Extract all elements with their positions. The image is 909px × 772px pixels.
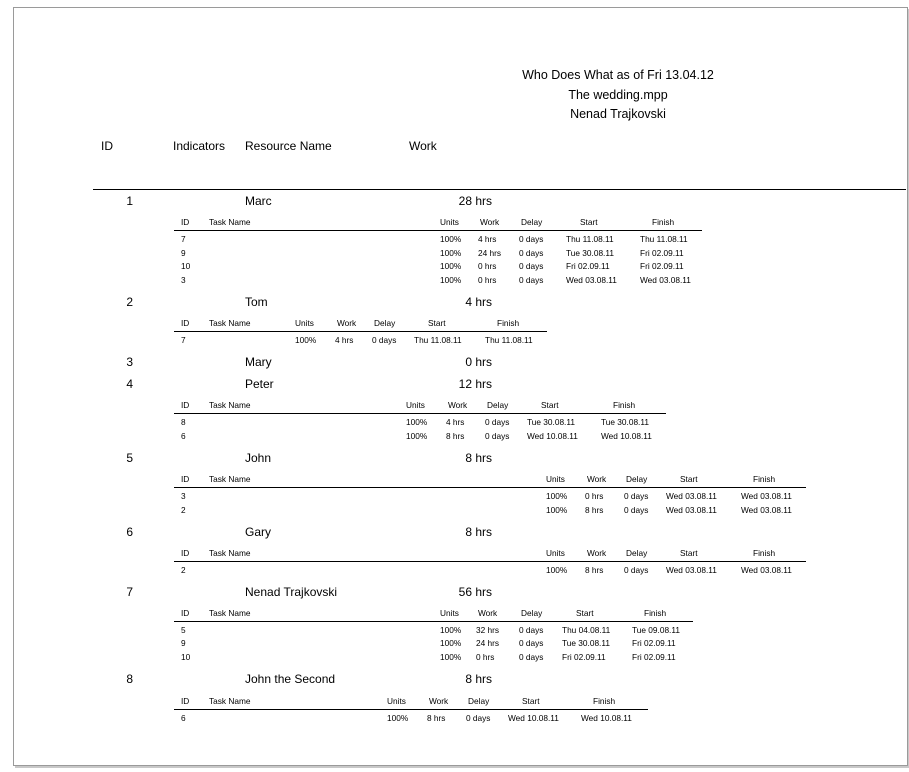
resource-work: 8 hrs [465, 525, 492, 539]
task-delay: 0 days [519, 261, 544, 272]
subheader-delay: Delay [626, 474, 648, 484]
column-work: Work [409, 139, 437, 153]
task-finish: Fri 02.09.11 [632, 638, 676, 649]
subtable-rule [174, 331, 547, 332]
resource-name: Tom [245, 295, 268, 309]
subheader-id: ID [181, 608, 190, 618]
task-units: 100% [406, 431, 428, 441]
task-start: Wed 03.08.11 [666, 491, 717, 501]
task-units: 100% [440, 234, 462, 244]
subheader-delay: Delay [487, 400, 509, 410]
task-start: Tue 30.08.11 [527, 417, 575, 427]
task-id: 9 [181, 247, 186, 258]
subheader-task-name: Task Name [209, 608, 251, 618]
resource-id: 6 [126, 525, 133, 539]
column-id: ID [101, 139, 113, 153]
task-units: 100% [440, 651, 462, 662]
task-delay: 0 days [485, 431, 510, 441]
subheader-delay: Delay [374, 318, 396, 328]
resource-name: John [245, 451, 272, 465]
subheader-units: Units [546, 548, 565, 558]
task-work: 0 hrs [476, 651, 495, 662]
resource-id: 2 [126, 295, 133, 309]
task-start: Fri 02.09.11 [566, 261, 610, 272]
task-id: 5 [181, 625, 186, 635]
task-id: 6 [181, 431, 186, 441]
task-id: 7 [181, 234, 186, 244]
resource-name: Gary [245, 525, 272, 539]
subheader-start: Start [428, 318, 446, 328]
task-delay: 0 days [372, 335, 397, 345]
subheader-start: Start [680, 548, 698, 558]
resource-name: Mary [245, 355, 272, 369]
task-start: Thu 11.08.11 [414, 335, 462, 345]
subheader-id: ID [181, 217, 190, 227]
subheader-units: Units [440, 217, 459, 227]
resource-id: 7 [126, 585, 133, 599]
resource-work: 8 hrs [465, 451, 492, 465]
task-delay: 0 days [624, 565, 649, 575]
subheader-task-name: Task Name [209, 474, 251, 484]
task-delay: 0 days [485, 417, 510, 427]
resource-id: 1 [126, 194, 133, 208]
resource-id: 4 [126, 377, 133, 391]
task-id: 3 [181, 275, 186, 286]
task-work: 32 hrs [476, 625, 500, 635]
report-file: The wedding.mpp [568, 88, 668, 102]
task-finish: Fri 02.09.11 [640, 261, 684, 272]
subheader-work: Work [337, 318, 357, 328]
task-id: 2 [181, 565, 186, 575]
subheader-work: Work [429, 696, 449, 706]
task-id: 7 [181, 335, 186, 345]
subheader-units: Units [387, 696, 406, 706]
task-id: 10 [181, 261, 191, 272]
resource-id: 5 [126, 451, 133, 465]
task-id: 6 [181, 713, 186, 723]
subheader-id: ID [181, 474, 190, 484]
subtable-rule [174, 621, 693, 622]
report-title: Who Does What as of Fri 13.04.12 [522, 68, 714, 82]
task-id: 10 [181, 651, 191, 662]
task-delay: 0 days [624, 504, 649, 515]
task-finish: Fri 02.09.11 [632, 651, 676, 662]
subheader-finish: Finish [652, 217, 675, 227]
header-rule [93, 189, 906, 190]
task-delay: 0 days [624, 491, 649, 501]
task-units: 100% [440, 625, 462, 635]
report-author: Nenad Trajkovski [570, 107, 666, 121]
task-start: Wed 10.08.11 [508, 713, 559, 723]
task-finish: Tue 30.08.11 [601, 417, 649, 427]
task-units: 100% [440, 275, 462, 286]
task-finish: Wed 03.08.11 [741, 504, 792, 515]
subheader-task-name: Task Name [209, 696, 251, 706]
subheader-delay: Delay [468, 696, 490, 706]
subheader-units: Units [546, 474, 565, 484]
resource-id: 8 [126, 672, 133, 686]
subheader-task-name: Task Name [209, 400, 251, 410]
subheader-start: Start [580, 217, 598, 227]
subheader-start: Start [680, 474, 698, 484]
subheader-finish: Finish [644, 608, 667, 618]
subheader-finish: Finish [753, 474, 776, 484]
task-delay: 0 days [519, 651, 544, 662]
task-work: 24 hrs [478, 247, 502, 258]
subheader-units: Units [440, 608, 459, 618]
task-finish: Thu 11.08.11 [640, 234, 688, 244]
task-start: Thu 11.08.11 [566, 234, 614, 244]
task-work: 24 hrs [476, 638, 500, 649]
resource-work: 12 hrs [458, 377, 492, 391]
subheader-id: ID [181, 400, 190, 410]
task-finish: Wed 03.08.11 [640, 275, 691, 286]
task-work: 0 hrs [585, 491, 604, 501]
task-start: Tue 30.08.11 [562, 638, 610, 649]
task-units: 100% [440, 638, 462, 649]
subheader-id: ID [181, 318, 190, 328]
subheader-start: Start [576, 608, 594, 618]
task-finish: Wed 03.08.11 [741, 565, 792, 575]
resource-name: John the Second [245, 672, 336, 686]
task-start: Wed 03.08.11 [666, 504, 717, 515]
subtable-rule [174, 413, 666, 414]
subheader-task-name: Task Name [209, 318, 251, 328]
resource-work: 4 hrs [465, 295, 492, 309]
task-work: 8 hrs [585, 565, 604, 575]
subheader-finish: Finish [593, 696, 616, 706]
task-units: 100% [440, 247, 462, 258]
task-delay: 0 days [519, 247, 544, 258]
task-work: 8 hrs [446, 431, 465, 441]
subtable-rule [174, 487, 806, 488]
task-units: 100% [406, 417, 428, 427]
subtable-rule [174, 230, 702, 231]
task-finish: Wed 03.08.11 [741, 491, 792, 501]
subheader-start: Start [522, 696, 540, 706]
task-id: 9 [181, 638, 186, 649]
subheader-start: Start [541, 400, 559, 410]
subtable-rule [174, 561, 806, 562]
subheader-task-name: Task Name [209, 548, 251, 558]
task-id: 2 [181, 504, 186, 515]
task-delay: 0 days [519, 234, 544, 244]
task-start: Wed 03.08.11 [566, 275, 617, 286]
task-work: 0 hrs [478, 261, 497, 272]
task-finish: Fri 02.09.11 [640, 247, 684, 258]
subheader-id: ID [181, 696, 190, 706]
subheader-work: Work [478, 608, 498, 618]
task-start: Fri 02.09.11 [562, 651, 606, 662]
task-work: 4 hrs [335, 335, 354, 345]
task-units: 100% [387, 713, 409, 723]
column-indicators: Indicators [173, 139, 226, 153]
task-start: Wed 03.08.11 [666, 565, 717, 575]
subheader-work: Work [448, 400, 468, 410]
subheader-delay: Delay [521, 217, 543, 227]
subheader-work: Work [480, 217, 500, 227]
task-units: 100% [295, 335, 317, 345]
task-finish: Tue 09.08.11 [632, 625, 680, 635]
column-resource-name: Resource Name [245, 139, 332, 153]
resource-name: Peter [245, 377, 274, 391]
task-delay: 0 days [519, 275, 544, 286]
task-delay: 0 days [466, 713, 491, 723]
subheader-finish: Finish [497, 318, 520, 328]
resource-name: Marc [245, 194, 272, 208]
task-delay: 0 days [519, 625, 544, 635]
task-work: 8 hrs [585, 504, 604, 515]
task-work: 4 hrs [446, 417, 465, 427]
task-work: 4 hrs [478, 234, 497, 244]
subheader-task-name: Task Name [209, 217, 251, 227]
task-start: Wed 10.08.11 [527, 431, 578, 441]
resource-work: 56 hrs [458, 585, 492, 599]
subheader-delay: Delay [521, 608, 543, 618]
subheader-finish: Finish [753, 548, 776, 558]
subheader-work: Work [587, 474, 607, 484]
subheader-units: Units [295, 318, 314, 328]
task-work: 8 hrs [427, 713, 446, 723]
subheader-id: ID [181, 548, 190, 558]
subheader-delay: Delay [626, 548, 648, 558]
task-units: 100% [546, 565, 568, 575]
task-work: 0 hrs [478, 275, 497, 286]
task-units: 100% [546, 504, 568, 515]
resource-work: 28 hrs [458, 194, 492, 208]
resource-work: 0 hrs [465, 355, 492, 369]
task-id: 3 [181, 491, 186, 501]
subheader-work: Work [587, 548, 607, 558]
task-start: Thu 04.08.11 [562, 625, 611, 635]
task-finish: Wed 10.08.11 [581, 713, 632, 723]
subheader-units: Units [406, 400, 425, 410]
resource-id: 3 [126, 355, 133, 369]
task-start: Tue 30.08.11 [566, 247, 614, 258]
task-id: 8 [181, 417, 186, 427]
task-finish: Thu 11.08.11 [485, 335, 533, 345]
resource-work: 8 hrs [465, 672, 492, 686]
task-units: 100% [546, 491, 568, 501]
task-units: 100% [440, 261, 462, 272]
task-finish: Wed 10.08.11 [601, 431, 652, 441]
subtable-rule [174, 709, 648, 710]
resource-name: Nenad Trajkovski [245, 585, 338, 599]
task-delay: 0 days [519, 638, 544, 649]
subheader-finish: Finish [613, 400, 636, 410]
